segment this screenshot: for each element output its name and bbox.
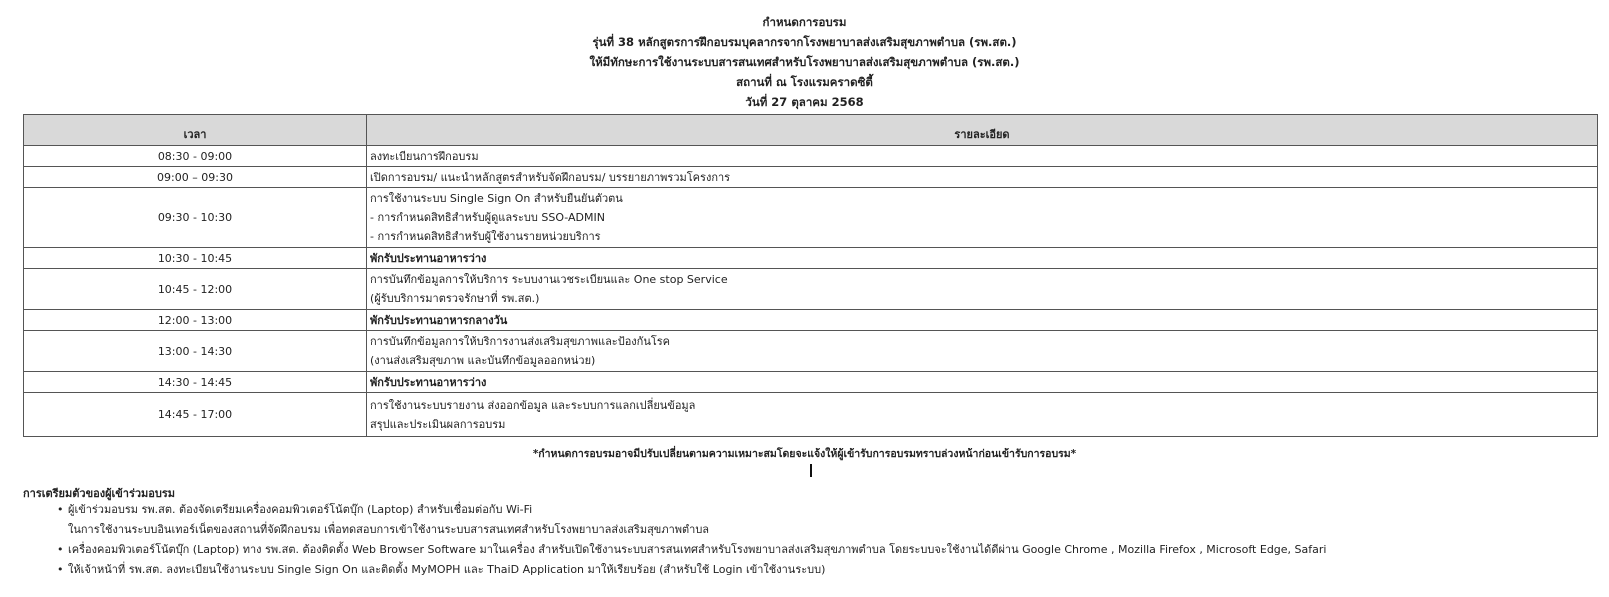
bullet-icon: • bbox=[57, 563, 64, 576]
list-item-line: เครื่องคอมพิวเตอร์โน้ตบุ๊ก (Laptop) ทาง รพ.สต. ต้องติดตั้ง Web Browser Software มาในเครื่อง สำหรับเปิดใช้งานระบบสารสนเทศสำหรับโรงพยาบาลส่งเสริมสุขภาพตำบล โดยระบบจะใช้งานได้ดีผ่าน Google Chrome , Mozilla Firefox , Microsoft Edge, Safari bbox=[68, 543, 1327, 556]
detail-line: (งานส่งเสริมสุขภาพ และบันทึกข้อมูลออกหน่วย) bbox=[370, 354, 596, 367]
row-detail bbox=[367, 248, 1598, 269]
row-detail bbox=[367, 188, 1598, 248]
header-course: รุ่นที่ 38 หลักสูตรการฝึกอบรมบุคลากรจากโรงพยาบาลส่งเสริมสุขภาพตำบล (รพ.สต.) bbox=[592, 35, 1017, 49]
list-item-line: ในการใช้งานระบบอินเทอร์เน็ตของสถานที่จัดฝึกอบรม เพื่อทดสอบการเข้าใช้งานระบบสารสนเทศสำหรับโรงพยาบาลส่งเสริมสุขภาพตำบล bbox=[68, 523, 710, 536]
detail-line: การใช้งานระบบรายงาน ส่งออกข้อมูล และระบบการแลกเปลี่ยนข้อมูล bbox=[370, 398, 696, 412]
row-time: 08:30 - 09:00 bbox=[24, 146, 367, 167]
detail-line: การบันทึกข้อมูลการให้บริการงานส่งเสริมสุขภาพและป้องกันโรค bbox=[370, 335, 671, 348]
row-detail bbox=[367, 372, 1598, 393]
table-header-row bbox=[24, 115, 1598, 146]
row-time: 10:45 - 12:00 bbox=[24, 269, 367, 310]
row-time: 13:00 - 14:30 bbox=[24, 331, 367, 372]
schedule-header bbox=[0, 12, 1609, 112]
schedule-table bbox=[23, 114, 1598, 437]
detail-line: (ผู้รับบริการมาตรวจรักษาที่ รพ.สต.) bbox=[370, 292, 540, 305]
list-item-line: ให้เจ้าหน้าที่ รพ.สต. ลงทะเบียนใช้งานระบบ Single Sign On และติดตั้ง MyMOPH และ ThaiD Application มาให้เรียบร้อย (สำหรับใช้ Login เข้าใช้งานระบบ) bbox=[68, 563, 826, 576]
table-row bbox=[24, 248, 1598, 269]
table-row bbox=[24, 167, 1598, 188]
row-detail bbox=[367, 310, 1598, 331]
list-item-line: ผู้เข้าร่วมอบรม รพ.สต. ต้องจัดเตรียมเครื่องคอมพิวเตอร์โน้ตบุ๊ก (Laptop) สำหรับเชื่อมต่อกับ Wi-Fi bbox=[68, 503, 533, 516]
detail-line: พักรับประทานอาหารว่าง bbox=[370, 375, 487, 389]
detail-line: พักรับประทานอาหารว่าง bbox=[370, 251, 487, 265]
table-row bbox=[24, 146, 1598, 167]
preparation-list bbox=[57, 500, 1327, 580]
table-row bbox=[24, 331, 1598, 372]
schedule-change-note: *กำหนดการอบรมอาจมีปรับเปลี่ยนตามความเหมาะสมโดยจะแจ้งให้ผู้เข้ารับการอบรมทราบล่วงหน้าก่อนเข้ารับการอบรม* bbox=[532, 448, 1077, 460]
text-cursor bbox=[810, 464, 812, 477]
header-title: กำหนดการอบรม bbox=[762, 15, 847, 29]
column-header-detail: รายละเอียด bbox=[367, 115, 1598, 146]
detail-line: - การกำหนดสิทธิสำหรับผู้ใช้งานรายหน่วยบริการ bbox=[370, 230, 601, 243]
bullet-icon: • bbox=[57, 503, 64, 516]
row-time: 09:00 – 09:30 bbox=[24, 167, 367, 188]
table-row bbox=[24, 310, 1598, 331]
detail-line: การใช้งานระบบ Single Sign On สำหรับยืนยันตัวตน bbox=[370, 192, 623, 205]
header-objective: ให้มีทักษะการใช้งานระบบสารสนเทศสำหรับโรงพยาบาลส่งเสริมสุขภาพตำบล (รพ.สต.) bbox=[589, 55, 1020, 69]
row-detail bbox=[367, 146, 1598, 167]
list-item bbox=[57, 560, 1326, 580]
list-item bbox=[57, 500, 1326, 540]
row-time: 10:30 - 10:45 bbox=[24, 248, 367, 269]
detail-line: เปิดการอบรม/ แนะนำหลักสูตรสำหรับจัดฝึกอบรม/ บรรยายภาพรวมโครงการ bbox=[370, 170, 731, 184]
detail-line: พักรับประทานอาหารกลางวัน bbox=[370, 313, 508, 327]
row-detail bbox=[367, 269, 1598, 310]
row-time: 09:30 - 10:30 bbox=[24, 188, 367, 248]
header-venue: สถานที่ ณ โรงแรมคราดซิตี้ bbox=[736, 75, 873, 89]
preparation-title: การเตรียมตัวของผู้เข้าร่วมอบรม bbox=[23, 487, 176, 500]
header-date: วันที่ 27 ตุลาคม 2568 bbox=[745, 95, 864, 109]
bullet-icon: • bbox=[57, 543, 64, 556]
detail-line: ลงทะเบียนการฝึกอบรม bbox=[370, 149, 479, 163]
row-time: 12:00 - 13:00 bbox=[24, 310, 367, 331]
list-item bbox=[57, 540, 1327, 560]
row-time: 14:45 - 17:00 bbox=[24, 393, 367, 437]
row-detail bbox=[367, 331, 1598, 372]
row-detail bbox=[367, 393, 1598, 437]
table-row bbox=[24, 188, 1598, 248]
detail-line: สรุปและประเมินผลการอบรม bbox=[370, 417, 506, 431]
table-row bbox=[24, 269, 1598, 310]
column-header-time: เวลา bbox=[24, 115, 367, 146]
table-row bbox=[24, 372, 1598, 393]
row-time: 14:30 - 14:45 bbox=[24, 372, 367, 393]
table-row bbox=[24, 393, 1598, 437]
row-detail bbox=[367, 167, 1598, 188]
detail-line: การบันทึกข้อมูลการให้บริการ ระบบงานเวชระเบียนและ One stop Service bbox=[370, 273, 728, 286]
detail-line: - การกำหนดสิทธิสำหรับผู้ดูแลระบบ SSO-ADMIN bbox=[370, 211, 605, 224]
